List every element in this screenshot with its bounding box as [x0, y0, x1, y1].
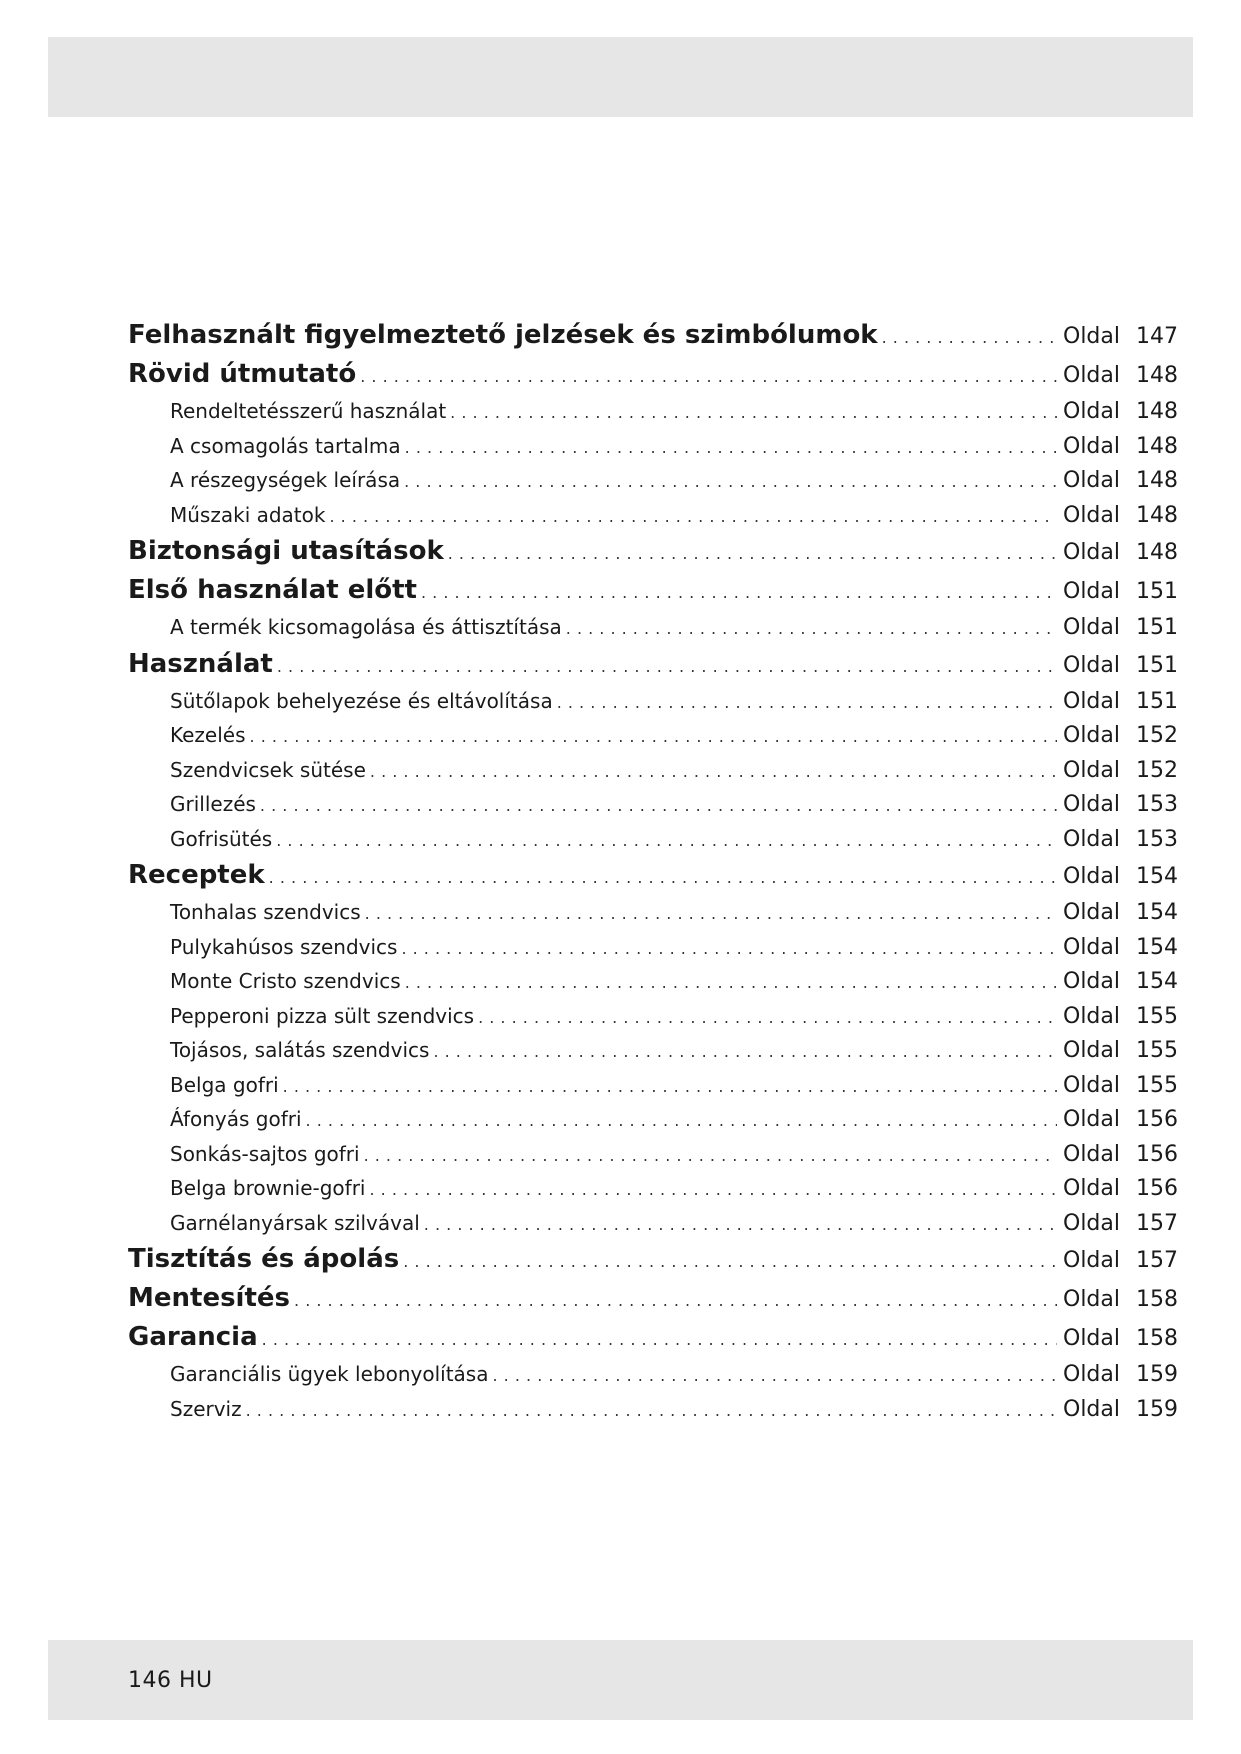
toc-page-number: 154: [1136, 864, 1178, 889]
toc-page-label: Oldal: [1063, 399, 1120, 424]
toc-entry-title: Grillezés: [170, 792, 256, 816]
toc-entry-title: Sonkás-sajtos gofri: [170, 1141, 360, 1166]
toc-page-label: Oldal: [1063, 363, 1120, 388]
toc-page-label: Oldal: [1063, 1248, 1120, 1273]
dot-leader: [448, 534, 1057, 571]
toc-page-label: Oldal: [1063, 1072, 1120, 1098]
toc-entry-title: Használat: [128, 648, 273, 679]
toc-page-number: 151: [1136, 688, 1178, 714]
toc-page-number: 158: [1136, 1287, 1178, 1312]
toc-page-label: Oldal: [1063, 502, 1120, 528]
toc-page-label: Oldal: [1063, 1326, 1120, 1351]
toc-entry-title: A termék kicsomagolása és áttisztítása: [170, 615, 562, 639]
toc-page-number: 148: [1136, 363, 1178, 388]
dot-leader: [360, 357, 1057, 394]
toc-subsection-entry[interactable]: [128, 753, 1178, 788]
toc-page-number: 159: [1136, 1362, 1178, 1387]
toc-subsection-entry[interactable]: [128, 1171, 1178, 1206]
toc-section-entry[interactable]: [128, 856, 1178, 895]
dot-leader: [433, 1035, 1057, 1068]
toc-page-label: Oldal: [1063, 1362, 1120, 1387]
dot-leader: [401, 932, 1057, 965]
toc-subsection-entry[interactable]: [128, 1392, 1178, 1427]
toc-entry-title: Belga brownie-gofri: [170, 1176, 366, 1200]
toc-entry-title: Mentesítés: [128, 1283, 291, 1313]
table-of-contents: [128, 316, 1178, 1426]
toc-page-label: Oldal: [1063, 579, 1120, 604]
dot-leader: [450, 396, 1057, 429]
dot-leader: [403, 1242, 1057, 1279]
toc-subsection-entry[interactable]: [128, 610, 1178, 645]
toc-subsection-entry[interactable]: [128, 1357, 1178, 1392]
toc-subsection-entry[interactable]: [128, 429, 1178, 464]
toc-entry-title: Pulykahúsos szendvics: [170, 934, 398, 959]
toc-page-label: Oldal: [1063, 900, 1120, 925]
toc-page-number: 155: [1136, 1072, 1178, 1098]
toc-entry-title: Rövid útmutató: [128, 359, 357, 389]
dot-leader: [283, 1070, 1057, 1103]
toc-subsection-entry[interactable]: [128, 999, 1178, 1034]
toc-entry-title: A részegységek leírása: [170, 468, 401, 492]
toc-page-label: Oldal: [1063, 1176, 1120, 1201]
toc-page-number: 159: [1136, 1396, 1178, 1422]
dot-leader: [364, 1139, 1057, 1172]
dot-leader: [370, 755, 1057, 788]
footer-band: [48, 1640, 1193, 1720]
toc-page-label: Oldal: [1063, 723, 1120, 748]
toc-subsection-entry[interactable]: [128, 394, 1178, 429]
toc-subsection-entry[interactable]: [128, 1206, 1178, 1241]
toc-entry-title: Tojásos, salátás szendvics: [170, 1038, 430, 1062]
toc-subsection-entry[interactable]: [128, 1102, 1178, 1137]
toc-page-number: 152: [1136, 723, 1178, 748]
dot-leader: [365, 897, 1057, 930]
toc-page-number: 148: [1136, 468, 1178, 493]
toc-section-entry[interactable]: [128, 1318, 1178, 1357]
toc-page-number: 148: [1136, 399, 1178, 424]
toc-entry-title: Rendeltetésszerű használat: [170, 399, 447, 423]
toc-page-number: 153: [1136, 792, 1178, 817]
toc-page-number: 155: [1136, 1038, 1178, 1063]
toc-page-label: Oldal: [1063, 1396, 1120, 1422]
toc-page-number: 147: [1136, 324, 1178, 349]
toc-entry-title: Gofrisütés: [170, 826, 273, 851]
header-band: [48, 37, 1193, 117]
toc-subsection-entry[interactable]: [128, 1137, 1178, 1172]
toc-page-number: 155: [1136, 1003, 1178, 1029]
toc-entry-title: Sütőlapok behelyezése és eltávolítása: [170, 688, 553, 713]
toc-section-entry[interactable]: [128, 1279, 1178, 1318]
toc-page-number: 151: [1136, 615, 1178, 640]
toc-page-label: Oldal: [1063, 1107, 1120, 1132]
dot-leader: [369, 1173, 1057, 1206]
dot-leader: [329, 500, 1057, 533]
toc-section-entry[interactable]: [128, 645, 1178, 684]
toc-subsection-entry[interactable]: [128, 718, 1178, 753]
dot-leader: [478, 1001, 1057, 1034]
toc-section-entry[interactable]: [128, 1240, 1178, 1279]
toc-entry-title: Garancia: [128, 1322, 258, 1352]
dot-leader: [250, 720, 1057, 753]
dot-leader: [262, 1320, 1057, 1357]
toc-page-label: Oldal: [1063, 652, 1120, 678]
toc-section-entry[interactable]: [128, 316, 1178, 355]
toc-page-label: Oldal: [1063, 1003, 1120, 1029]
toc-entry-title: Műszaki adatok: [170, 502, 326, 527]
toc-page-number: 148: [1136, 502, 1178, 528]
dot-leader: [277, 647, 1057, 684]
toc-subsection-entry[interactable]: [128, 822, 1178, 857]
page-number-footer: 146 HU: [128, 1668, 213, 1693]
toc-page-label: Oldal: [1063, 468, 1120, 493]
toc-page-number: 157: [1136, 1210, 1178, 1236]
toc-entry-title: Szendvicsek sütése: [170, 757, 366, 782]
toc-page-label: Oldal: [1063, 324, 1120, 349]
toc-page-label: Oldal: [1063, 1287, 1120, 1312]
toc-page-label: Oldal: [1063, 969, 1120, 994]
toc-subsection-entry[interactable]: [128, 787, 1178, 822]
toc-page-label: Oldal: [1063, 826, 1120, 852]
toc-page-number: 152: [1136, 757, 1178, 783]
toc-entry-title: A csomagolás tartalma: [170, 433, 401, 458]
toc-page-number: 156: [1136, 1107, 1178, 1132]
dot-leader: [246, 1394, 1057, 1427]
toc-page-label: Oldal: [1063, 540, 1120, 565]
toc-page-label: Oldal: [1063, 1210, 1120, 1236]
dot-leader: [421, 573, 1057, 610]
toc-entry-title: Garanciális ügyek lebonyolítása: [170, 1362, 489, 1386]
dot-leader: [405, 966, 1057, 999]
toc-page-label: Oldal: [1063, 1141, 1120, 1167]
toc-page-label: Oldal: [1063, 934, 1120, 960]
toc-entry-title: Pepperoni pizza sült szendvics: [170, 1003, 475, 1028]
dot-leader: [276, 824, 1057, 857]
toc-entry-title: Felhasznált figyelmeztető jelzések és szimbólumok: [128, 320, 878, 350]
toc-entry-title: Kezelés: [170, 723, 246, 747]
toc-page-number: 154: [1136, 934, 1178, 960]
dot-leader: [882, 318, 1057, 355]
dot-leader: [269, 858, 1057, 895]
toc-page-number: 157: [1136, 1248, 1178, 1273]
toc-page-number: 151: [1136, 579, 1178, 604]
toc-section-entry[interactable]: [128, 532, 1178, 571]
dot-leader: [493, 1359, 1058, 1392]
toc-subsection-entry[interactable]: [128, 1068, 1178, 1103]
toc-page-label: Oldal: [1063, 615, 1120, 640]
dot-leader: [294, 1281, 1057, 1318]
toc-section-entry[interactable]: [128, 571, 1178, 610]
dot-leader: [424, 1208, 1057, 1241]
toc-subsection-entry[interactable]: [128, 463, 1178, 498]
dot-leader: [405, 431, 1057, 464]
dot-leader: [306, 1104, 1057, 1137]
toc-page-label: Oldal: [1063, 688, 1120, 714]
toc-entry-title: Belga gofri: [170, 1072, 279, 1097]
toc-page-number: 156: [1136, 1141, 1178, 1167]
toc-subsection-entry[interactable]: [128, 964, 1178, 999]
toc-subsection-entry[interactable]: [128, 684, 1178, 719]
toc-subsection-entry[interactable]: [128, 930, 1178, 965]
dot-leader: [566, 612, 1057, 645]
toc-page-label: Oldal: [1063, 1038, 1120, 1063]
toc-page-label: Oldal: [1063, 792, 1120, 817]
toc-entry-title: Monte Cristo szendvics: [170, 969, 401, 993]
toc-entry-title: Szerviz: [170, 1396, 242, 1421]
toc-entry-title: Első használat előtt: [128, 575, 417, 605]
toc-section-entry[interactable]: [128, 355, 1178, 394]
toc-entry-title: Biztonsági utasítások: [128, 536, 444, 566]
dot-leader: [557, 686, 1057, 719]
toc-page-number: 148: [1136, 540, 1178, 565]
toc-entry-title: Receptek: [128, 860, 265, 890]
dot-leader: [260, 789, 1057, 822]
toc-page-number: 148: [1136, 433, 1178, 459]
toc-page-number: 151: [1136, 652, 1178, 678]
toc-page-label: Oldal: [1063, 433, 1120, 459]
dot-leader: [404, 465, 1057, 498]
toc-page-label: Oldal: [1063, 757, 1120, 783]
toc-page-number: 156: [1136, 1176, 1178, 1201]
toc-entry-title: Áfonyás gofri: [170, 1107, 302, 1131]
toc-subsection-entry[interactable]: [128, 498, 1178, 533]
toc-subsection-entry[interactable]: [128, 895, 1178, 930]
toc-entry-title: Tonhalas szendvics: [170, 900, 361, 924]
toc-page-number: 154: [1136, 900, 1178, 925]
toc-page-number: 154: [1136, 969, 1178, 994]
toc-page-label: Oldal: [1063, 864, 1120, 889]
toc-entry-title: Tisztítás és ápolás: [128, 1244, 400, 1274]
toc-subsection-entry[interactable]: [128, 1033, 1178, 1068]
toc-page-number: 158: [1136, 1326, 1178, 1351]
toc-entry-title: Garnélanyársak szilvával: [170, 1210, 420, 1235]
toc-page-number: 153: [1136, 826, 1178, 852]
